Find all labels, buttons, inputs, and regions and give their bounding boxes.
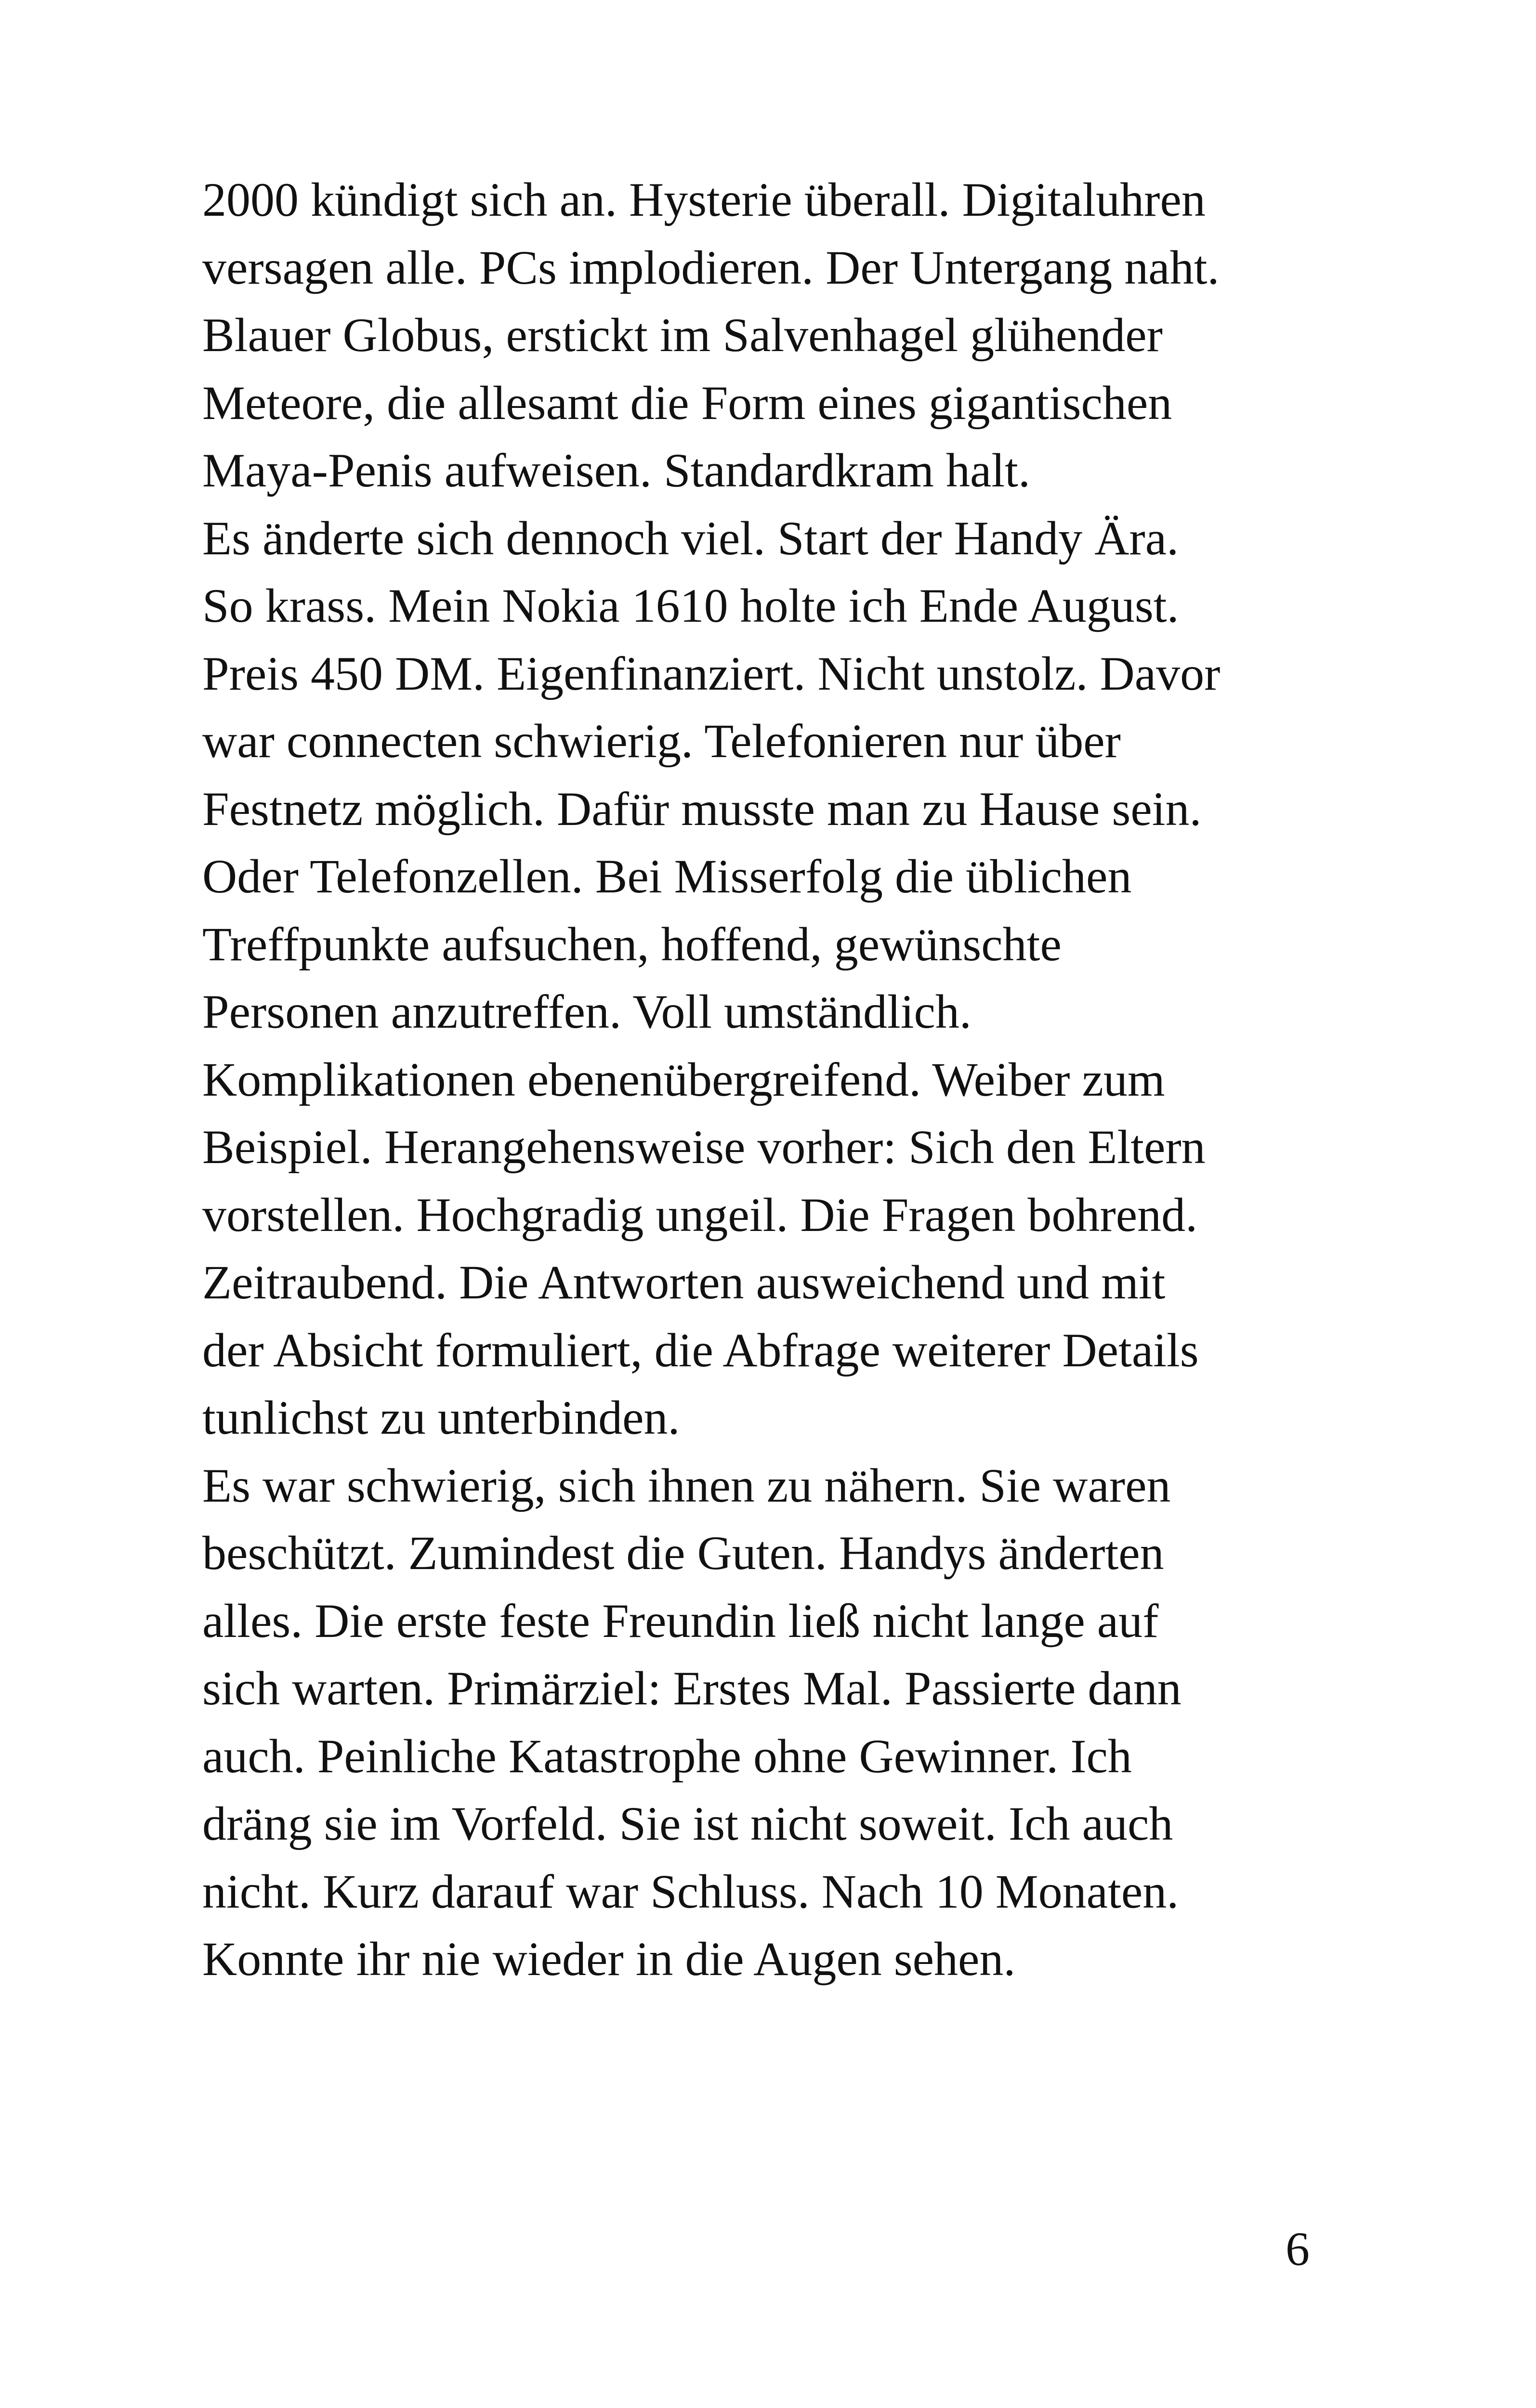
- text-line: war connecten schwierig. Telefonieren nur über: [202, 714, 1121, 768]
- text-line: Preis 450 DM. Eigenfinanziert. Nicht unstolz. Davor: [202, 646, 1221, 700]
- text-line: dräng sie im Vorfeld. Sie ist nicht soweit. Ich auch: [202, 1797, 1173, 1850]
- text-line: alles. Die erste feste Freundin ließ nicht lange auf: [202, 1594, 1159, 1648]
- text-line: Es war schwierig, sich ihnen zu nähern. Sie waren: [202, 1458, 1171, 1512]
- page-number: 6: [1286, 2222, 1310, 2276]
- text-line: tunlichst zu unterbinden.: [202, 1391, 680, 1444]
- text-line: Maya-Penis aufweisen. Standardkram halt.: [202, 444, 1030, 497]
- text-line: Oder Telefonzellen. Bei Misserfolg die üblichen: [202, 850, 1132, 903]
- text-line: nicht. Kurz darauf war Schluss. Nach 10 Monaten.: [202, 1864, 1179, 1918]
- text-line: versagen alle. PCs implodieren. Der Untergang naht.: [202, 240, 1220, 294]
- text-line: Meteore, die allesamt die Form eines gigantischen: [202, 376, 1172, 430]
- text-line: Komplikationen ebenenübergreifend. Weiber zum: [202, 1052, 1165, 1106]
- text-line: Festnetz möglich. Dafür musste man zu Hause sein.: [202, 782, 1202, 836]
- text-line: Blauer Globus, erstickt im Salvenhagel glühender: [202, 308, 1163, 362]
- text-line: sich warten. Primärziel: Erstes Mal. Passierte dann: [202, 1662, 1182, 1715]
- text-line: Konnte ihr nie wieder in die Augen sehen.: [202, 1932, 1016, 1986]
- text-line: der Absicht formuliert, die Abfrage weiterer Details: [202, 1323, 1199, 1377]
- text-line: So krass. Mein Nokia 1610 holte ich Ende August.: [202, 579, 1179, 632]
- text-line: Beispiel. Herangehensweise vorher: Sich den Eltern: [202, 1120, 1206, 1174]
- text-line: vorstellen. Hochgradig ungeil. Die Fragen bohrend.: [202, 1188, 1198, 1242]
- text-line: auch. Peinliche Katastrophe ohne Gewinner. Ich: [202, 1729, 1132, 1783]
- body-text: [202, 166, 1358, 1993]
- text-line: Treffpunkte aufsuchen, hoffend, gewünschte: [202, 917, 1062, 971]
- text-line: Personen anzutreffen. Voll umständlich.: [202, 985, 971, 1038]
- text-line: Zeitraubend. Die Antworten ausweichend und mit: [202, 1256, 1166, 1309]
- text-line: beschützt. Zumindest die Guten. Handys änderten: [202, 1526, 1164, 1580]
- text-line: Es änderte sich dennoch viel. Start der Handy Ära.: [202, 511, 1179, 565]
- text-line: 2000 kündigt sich an. Hysterie überall. Digitaluhren: [202, 173, 1206, 226]
